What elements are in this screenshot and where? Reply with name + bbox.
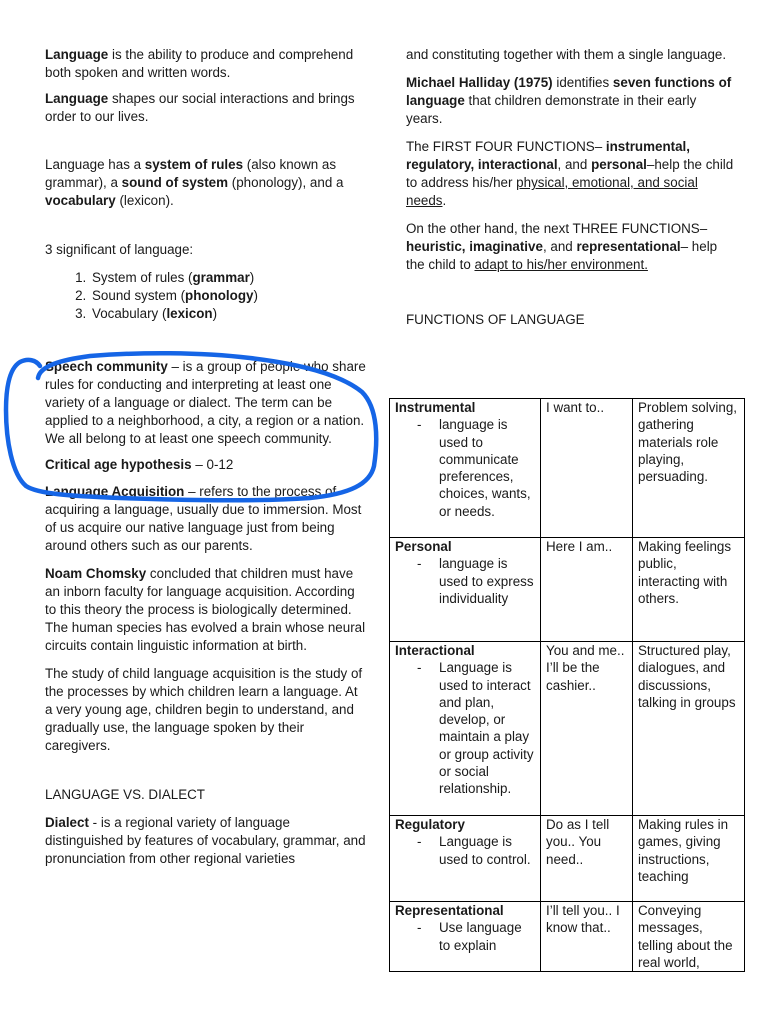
function-cell — [390, 538, 541, 642]
example-cell: I want to.. — [541, 399, 633, 538]
bullet-dash: - — [417, 920, 422, 936]
functions-table — [389, 398, 745, 972]
example-cell: Do as I tell you.. You need.. — [541, 816, 633, 902]
activity-cell: Structured play, dialogues, and discussions, talking in groups — [633, 642, 745, 816]
paragraph-continuation: and constituting together with them a single language. — [406, 47, 727, 62]
function-cell — [390, 642, 541, 816]
paragraph-language-system: Language has a system of rules (also known as grammar), a sound of system (phonology), and a vocabulary (lexicon). — [45, 157, 344, 208]
significant-list — [45, 269, 367, 323]
function-cell — [390, 902, 541, 972]
function-description: Language is used to control. — [439, 834, 531, 867]
paragraph-halliday: Michael Halliday (1975) identifies seven functions of language that children demonstrate in their early years. — [406, 75, 732, 126]
function-name: Representational — [395, 903, 504, 918]
example-cell: You and me.. I’ll be the cashier.. — [541, 642, 633, 816]
example-cell: Here I am.. — [541, 538, 633, 642]
paragraph-three-significant: 3 significant of language: — [45, 242, 194, 257]
function-name: Interactional — [395, 643, 475, 658]
table-row — [390, 399, 745, 538]
function-cell — [390, 399, 541, 538]
activity-cell: Making feelings public, interacting with others. — [633, 538, 745, 642]
paragraph-dialect: Dialect - is a regional variety of language distinguished by features of vocabulary, grammar, and pronunciation from other regional varieties — [45, 815, 366, 866]
paragraph-speech-community: Speech community – is a group of people who share rules for conducting and interpreting at least one variety of a language or dialect. The term can be applied to a neighborhood, a city, a region or a nation. We all belong to at least one speech community. — [45, 359, 366, 446]
activity-cell: Problem solving, gathering materials role playing, persuading. — [633, 399, 745, 538]
table-row — [390, 538, 745, 642]
activity-cell: Making rules in games, giving instructions, teaching — [633, 816, 745, 902]
left-column — [45, 46, 367, 868]
heading-language-vs-dialect: LANGUAGE VS. DIALECT — [45, 787, 205, 802]
bullet-dash: - — [417, 417, 422, 433]
table-row — [390, 642, 745, 816]
function-name: Personal — [395, 539, 452, 554]
activity-cell: Conveying messages, telling about the real world, — [633, 902, 745, 972]
bullet-dash: - — [417, 556, 422, 572]
list-item: 1. System of rules (grammar) — [90, 269, 367, 287]
paragraph-language-acquisition: Language Acquisition – refers to the process of acquiring a language, usually due to immersion. Most of us acquire our native language just from being around others such as our parents. — [45, 484, 362, 553]
list-item: 3. Vocabulary (lexicon) — [90, 305, 367, 323]
function-name: Regulatory — [395, 817, 465, 832]
heading-functions-of-language: FUNCTIONS OF LANGUAGE — [406, 312, 585, 327]
paragraph-language-shapes: Language shapes our social interactions and brings order to our lives. — [45, 91, 355, 124]
paragraph-language-definition: Language is the ability to produce and comprehend both spoken and written words. — [45, 47, 354, 80]
function-cell — [390, 816, 541, 902]
paragraph-noam-chomsky: Noam Chomsky concluded that children must have an inborn faculty for language acquisition. According to this theory the process is biologically determined. The human species has evolved a brain whose neural circuits contain linguistic information at birth. — [45, 566, 366, 653]
right-column — [406, 46, 736, 329]
function-name: Instrumental — [395, 400, 476, 415]
list-item: 2. Sound system (phonology) — [90, 287, 367, 305]
example-cell: I’ll tell you.. I know that.. — [541, 902, 633, 972]
function-description: language is used to communicate preferences, choices, wants, or needs. — [439, 417, 531, 519]
paragraph-first-four: The FIRST FOUR FUNCTIONS– instrumental, regulatory, interactional, and personal–help the child to address his/her physical, emotional, and social needs. — [406, 139, 734, 208]
bullet-dash: - — [417, 660, 422, 676]
function-description: Use language to explain — [439, 920, 522, 953]
paragraph-child-acquisition: The study of child language acquisition is the study of the processes by which children learn a language. At a very young age, children begin to understand, and gradually use, the language spoken by their caregivers. — [45, 666, 363, 753]
function-description: Language is used to interact and plan, develop, or maintain a play or group activity or social relationship. — [439, 660, 534, 797]
function-description: language is used to express individuality — [439, 556, 534, 606]
table-row — [390, 902, 745, 972]
bullet-dash: - — [417, 834, 422, 850]
table-row — [390, 816, 745, 902]
paragraph-critical-age: Critical age hypothesis – 0-12 — [45, 457, 234, 472]
paragraph-next-three: On the other hand, the next THREE FUNCTIONS– heuristic, imaginative, and representational– help the child to adapt to his/her environment. — [406, 221, 718, 272]
